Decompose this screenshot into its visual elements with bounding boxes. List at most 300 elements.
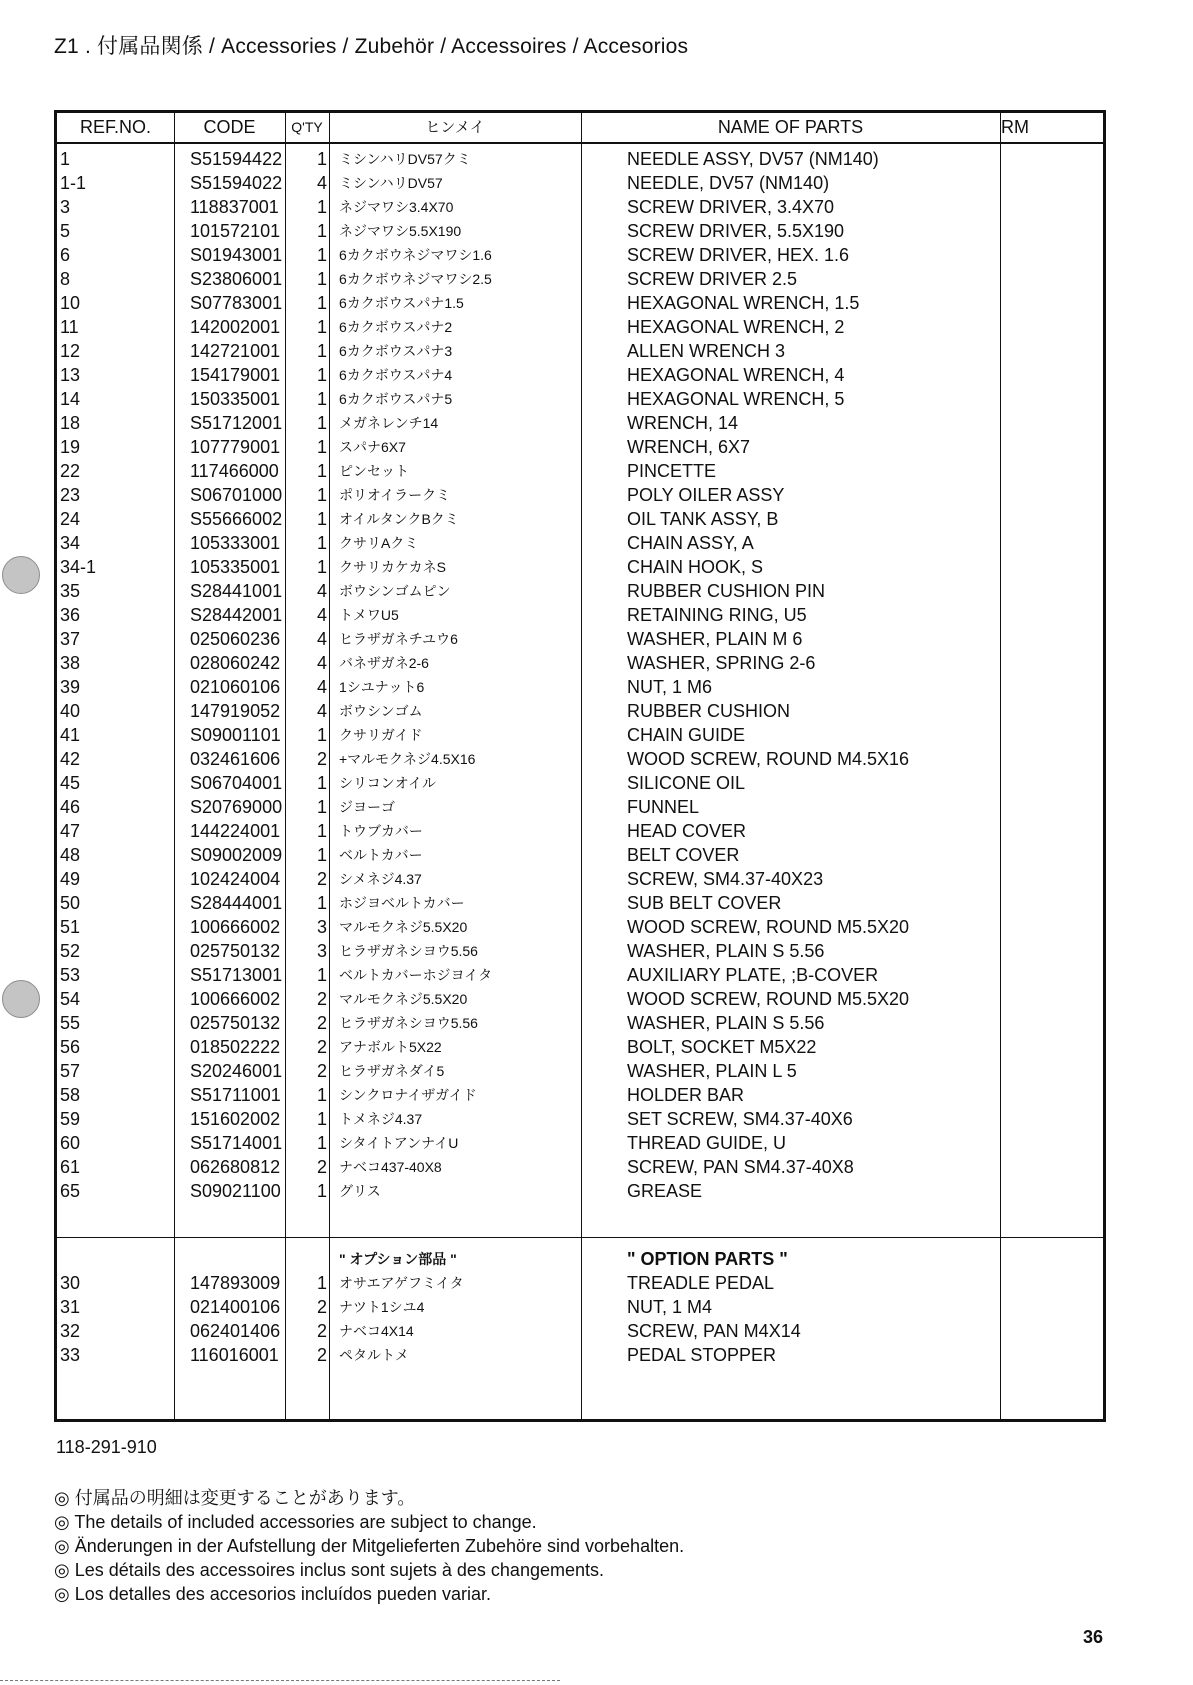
- part-name-cell: WASHER, PLAIN S 5.56: [627, 941, 825, 961]
- table-row: [57, 675, 1103, 699]
- ref-no-cell: 11: [60, 317, 79, 337]
- part-number: 118-291-910: [56, 1437, 157, 1457]
- ref-no-cell: 54: [60, 989, 81, 1009]
- part-name-cell: CHAIN ASSY, A: [627, 533, 754, 553]
- code-cell: 102424004: [190, 869, 281, 889]
- part-name-cell: HEXAGONAL WRENCH, 1.5: [627, 293, 860, 313]
- code-cell: 101572101: [190, 221, 281, 241]
- qty-cell: 1: [316, 773, 327, 793]
- code-cell: 150335001: [190, 389, 281, 409]
- qty-cell: 1: [316, 533, 327, 553]
- part-name-cell: RUBBER CUSHION: [627, 701, 791, 721]
- hinmei-cell: 6カクボウネジマワシ1.6: [339, 247, 492, 263]
- part-name-cell: TREADLE PEDAL: [627, 1273, 775, 1293]
- hinmei-cell: トメワU5: [339, 607, 399, 623]
- hinmei-cell: 6カクボウスパナ3: [339, 343, 453, 359]
- note-line: ◎ Los detalles des accesorios incluídos pueden variar.: [54, 1584, 491, 1604]
- part-name-cell: PEDAL STOPPER: [627, 1345, 777, 1365]
- ref-no-cell: 5: [60, 221, 71, 241]
- code-cell: S01943001: [190, 245, 283, 265]
- ref-no-cell: 14: [60, 389, 81, 409]
- parts-table: [54, 110, 1106, 1422]
- code-cell: 100666002: [190, 989, 281, 1009]
- hinmei-cell: シメネジ4.37: [339, 871, 422, 887]
- part-name-cell: NEEDLE, DV57 (NM140): [627, 173, 830, 193]
- table-row: [57, 363, 1103, 387]
- ref-no-cell: 40: [60, 701, 81, 721]
- code-cell: 142002001: [190, 317, 281, 337]
- part-name-cell: HEXAGONAL WRENCH, 2: [627, 317, 845, 337]
- part-name-cell: WRENCH, 14: [627, 413, 739, 433]
- hinmei-cell: クサリガイド: [339, 727, 423, 743]
- part-name-cell: THREAD GUIDE, U: [627, 1133, 787, 1153]
- table-row: [57, 939, 1103, 963]
- hinmei-cell: シンクロナイザガイド: [339, 1087, 477, 1103]
- qty-cell: 2: [316, 1061, 327, 1081]
- hinmei-cell: 6カクボウスパナ1.5: [339, 295, 464, 311]
- part-name-cell: WASHER, PLAIN M 6: [627, 629, 803, 649]
- hinmei-cell: 1シユナット6: [339, 679, 425, 695]
- code-cell: S28444001: [190, 893, 283, 913]
- part-name-cell: NUT, 1 M4: [627, 1297, 713, 1317]
- hinmei-cell: 6カクボウネジマワシ2.5: [339, 271, 492, 287]
- part-name-cell: AUXILIARY PLATE, ;B-COVER: [627, 965, 879, 985]
- page-title: Z1 . 付属品関係 / Accessories / Zubehör / Accessoires / Accesorios: [54, 35, 689, 58]
- ref-no-cell: 19: [60, 437, 81, 457]
- table-row: [57, 411, 1103, 435]
- table-row: [57, 1295, 1103, 1319]
- table-row: [57, 531, 1103, 555]
- ref-no-cell: 61: [60, 1157, 81, 1177]
- ref-no-cell: 41: [60, 725, 81, 745]
- ref-no-cell: 52: [60, 941, 81, 961]
- code-cell: S51594022: [190, 173, 283, 193]
- code-cell: 118837001: [190, 197, 279, 217]
- table-row: [57, 243, 1103, 267]
- ref-no-cell: 6: [60, 245, 71, 265]
- table-row: [57, 843, 1103, 867]
- part-name-cell: WOOD SCREW, ROUND M5.5X20: [627, 917, 910, 937]
- code-cell: 116016001: [190, 1345, 279, 1365]
- code-cell: 105333001: [190, 533, 281, 553]
- note-line: ◎ The details of included accessories are subject to change.: [54, 1512, 537, 1532]
- code-cell: 105335001: [190, 557, 281, 577]
- code-cell: S09001101: [190, 725, 281, 745]
- qty-cell: 1: [316, 509, 327, 529]
- hinmei-cell: ピンセット: [339, 463, 409, 479]
- option-heading-jp: " オプション部品 ": [339, 1251, 457, 1267]
- table-row: [57, 1131, 1103, 1155]
- qty-cell: 1: [316, 149, 327, 169]
- qty-cell: 2: [316, 749, 327, 769]
- qty-cell: 1: [316, 197, 327, 217]
- part-name-cell: ALLEN WRENCH 3: [627, 341, 786, 361]
- hinmei-cell: 6カクボウスパナ5: [339, 391, 453, 407]
- code-cell: S51712001: [190, 413, 283, 433]
- table-row: [57, 147, 1103, 171]
- code-cell: 025060236: [190, 629, 281, 649]
- ref-no-cell: 56: [60, 1037, 81, 1057]
- qty-cell: 1: [316, 1181, 327, 1201]
- table-row: [57, 627, 1103, 651]
- ref-no-cell: 46: [60, 797, 81, 817]
- qty-cell: 1: [316, 1085, 327, 1105]
- hinmei-cell: 6カクボウスパナ4: [339, 367, 453, 383]
- part-name-cell: OIL TANK ASSY, B: [627, 509, 779, 529]
- table-row: [57, 723, 1103, 747]
- ref-no-cell: 57: [60, 1061, 81, 1081]
- qty-cell: 2: [316, 989, 327, 1009]
- table-row: [57, 1011, 1103, 1035]
- table-row: [57, 795, 1103, 819]
- part-name-cell: GREASE: [627, 1181, 703, 1201]
- part-name-cell: SUB BELT COVER: [627, 893, 782, 913]
- table-row: [57, 507, 1103, 531]
- part-name-cell: WOOD SCREW, ROUND M4.5X16: [627, 749, 910, 769]
- table-row: [57, 1319, 1103, 1343]
- code-cell: S20246001: [190, 1061, 283, 1081]
- hinmei-cell: ナツト1シユ4: [339, 1299, 425, 1315]
- qty-cell: 1: [316, 365, 327, 385]
- hinmei-cell: マルモクネジ5.5X20: [339, 991, 468, 1007]
- hinmei-cell: +マルモクネジ4.5X16: [339, 751, 476, 767]
- code-cell: S06701000: [190, 485, 283, 505]
- part-name-cell: WASHER, PLAIN S 5.56: [627, 1013, 825, 1033]
- qty-cell: 1: [316, 221, 327, 241]
- ref-no-cell: 32: [60, 1321, 81, 1341]
- qty-cell: 2: [316, 1321, 327, 1341]
- code-cell: 028060242: [190, 653, 281, 673]
- code-cell: 117466000: [190, 461, 279, 481]
- table-row: [57, 867, 1103, 891]
- option-heading-row: [57, 1247, 1103, 1271]
- hinmei-cell: オサエアゲフミイタ: [339, 1275, 464, 1291]
- ref-no-cell: 55: [60, 1013, 81, 1033]
- qty-cell: 1: [316, 437, 327, 457]
- code-cell: S23806001: [190, 269, 283, 289]
- qty-cell: 4: [316, 173, 327, 193]
- qty-cell: 1: [316, 341, 327, 361]
- qty-cell: 2: [316, 1037, 327, 1057]
- part-name-cell: HEXAGONAL WRENCH, 5: [627, 389, 845, 409]
- ref-no-cell: 38: [60, 653, 81, 673]
- code-cell: S09002009: [190, 845, 283, 865]
- hinmei-cell: ホジヨベルトカバー: [339, 895, 465, 911]
- part-name-cell: SCREW DRIVER, HEX. 1.6: [627, 245, 850, 265]
- part-name-cell: PINCETTE: [627, 461, 717, 481]
- code-cell: 147893009: [190, 1273, 281, 1293]
- note-line: ◎ Les détails des accessoires inclus sont sujets à des changements.: [54, 1560, 604, 1580]
- part-name-cell: HOLDER BAR: [627, 1085, 745, 1105]
- table-row: [57, 483, 1103, 507]
- ref-no-cell: 1: [60, 149, 71, 169]
- ref-no-cell: 65: [60, 1181, 81, 1201]
- part-name-cell: CHAIN HOOK, S: [627, 557, 764, 577]
- table-row: [57, 1107, 1103, 1131]
- table-row: [57, 171, 1103, 195]
- note-line: ◎ 付属品の明細は変更することがあります。: [54, 1488, 416, 1508]
- hinmei-cell: ペタルトメ: [339, 1347, 409, 1363]
- part-name-cell: WOOD SCREW, ROUND M5.5X20: [627, 989, 910, 1009]
- ref-no-cell: 8: [60, 269, 71, 289]
- ref-no-cell: 36: [60, 605, 81, 625]
- table-row: [57, 339, 1103, 363]
- qty-cell: 4: [316, 581, 327, 601]
- code-cell: 021060106: [190, 677, 281, 697]
- ref-no-cell: 31: [60, 1297, 81, 1317]
- ref-no-cell: 45: [60, 773, 81, 793]
- table-row: [57, 915, 1103, 939]
- code-cell: 100666002: [190, 917, 281, 937]
- qty-cell: 1: [316, 269, 327, 289]
- code-cell: S06704001: [190, 773, 283, 793]
- header-hinmei: ヒンメイ: [425, 119, 485, 136]
- hinmei-cell: オイルタンクBクミ: [339, 511, 459, 527]
- part-name-cell: WASHER, SPRING 2-6: [627, 653, 816, 673]
- hinmei-cell: クサリAクミ: [339, 535, 419, 551]
- ref-no-cell: 37: [60, 629, 81, 649]
- ref-no-cell: 22: [60, 461, 81, 481]
- code-cell: S51713001: [190, 965, 283, 985]
- part-name-cell: SILICONE OIL: [627, 773, 746, 793]
- part-name-cell: SET SCREW, SM4.37-40X6: [627, 1109, 853, 1129]
- table-row: [57, 987, 1103, 1011]
- notes: [54, 1486, 684, 1606]
- header-code: CODE: [203, 117, 256, 137]
- qty-cell: 2: [316, 1345, 327, 1365]
- qty-cell: 4: [316, 701, 327, 721]
- qty-cell: 1: [316, 317, 327, 337]
- part-name-cell: SCREW, PAN M4X14: [627, 1321, 801, 1341]
- qty-cell: 2: [316, 869, 327, 889]
- qty-cell: 1: [316, 1109, 327, 1129]
- ref-no-cell: 18: [60, 413, 81, 433]
- page-number: 36: [1083, 1627, 1104, 1647]
- part-name-cell: POLY OILER ASSY: [627, 485, 785, 505]
- code-cell: 151602002: [190, 1109, 281, 1129]
- hinmei-cell: ボウシンゴム: [339, 703, 423, 719]
- hinmei-cell: シリコンオイル: [339, 775, 437, 791]
- hinmei-cell: ネジマワシ3.4X70: [339, 199, 454, 215]
- hinmei-cell: クサリカケカネS: [339, 559, 446, 575]
- code-cell: 144224001: [190, 821, 281, 841]
- qty-cell: 1: [316, 413, 327, 433]
- code-cell: S51711001: [190, 1085, 281, 1105]
- table-row: [57, 291, 1103, 315]
- table-row: [57, 1155, 1103, 1179]
- code-cell: S07783001: [190, 293, 283, 313]
- qty-cell: 1: [316, 1133, 327, 1153]
- ref-no-cell: 60: [60, 1133, 81, 1153]
- qty-cell: 1: [316, 245, 327, 265]
- part-name-cell: SCREW DRIVER, 3.4X70: [627, 197, 835, 217]
- hinmei-cell: ベルトカバー: [339, 847, 423, 863]
- qty-cell: 1: [316, 797, 327, 817]
- table-row: [57, 1035, 1103, 1059]
- table-row: [57, 1083, 1103, 1107]
- ref-no-cell: 47: [60, 821, 81, 841]
- binder-hole-icon: [2, 556, 40, 594]
- part-name-cell: BELT COVER: [627, 845, 740, 865]
- part-name-cell: WRENCH, 6X7: [627, 437, 751, 457]
- table-row: [57, 315, 1103, 339]
- hinmei-cell: ミシンハリDV57クミ: [339, 151, 471, 167]
- part-name-cell: HEAD COVER: [627, 821, 747, 841]
- option-rows: [57, 1271, 1103, 1367]
- table-row: [57, 267, 1103, 291]
- qty-cell: 1: [316, 821, 327, 841]
- ref-no-cell: 49: [60, 869, 81, 889]
- part-name-cell: RETAINING RING, U5: [627, 605, 807, 625]
- hinmei-cell: ボウシンゴムピン: [339, 583, 451, 599]
- ref-no-cell: 3: [60, 197, 71, 217]
- table-row: [57, 771, 1103, 795]
- table-row: [57, 1059, 1103, 1083]
- table-row: [57, 891, 1103, 915]
- hinmei-cell: 6カクボウスパナ2: [339, 319, 453, 335]
- header-ref-no: REF.NO.: [79, 117, 151, 137]
- code-cell: S51594422: [190, 149, 283, 169]
- code-cell: 032461606: [190, 749, 281, 769]
- qty-cell: 1: [316, 293, 327, 313]
- qty-cell: 3: [316, 917, 327, 937]
- option-heading-name: " OPTION PARTS ": [627, 1249, 788, 1269]
- ref-no-cell: 48: [60, 845, 81, 865]
- hinmei-cell: アナボルト5X22: [339, 1039, 442, 1055]
- part-name-cell: SCREW DRIVER, 5.5X190: [627, 221, 845, 241]
- ref-no-cell: 59: [60, 1109, 81, 1129]
- part-name-cell: SCREW, SM4.37-40X23: [627, 869, 824, 889]
- hinmei-cell: ナベコ437-40X8: [339, 1159, 442, 1175]
- ref-no-cell: 34: [60, 533, 81, 553]
- ref-no-cell: 35: [60, 581, 81, 601]
- part-name-cell: SCREW DRIVER 2.5: [627, 269, 798, 289]
- table-row: [57, 699, 1103, 723]
- hinmei-cell: ベルトカバーホジヨイタ: [339, 967, 493, 983]
- table-row: [57, 555, 1103, 579]
- hinmei-cell: ミシンハリDV57: [339, 175, 443, 191]
- code-cell: S28441001: [190, 581, 283, 601]
- header-qty: Q'TY: [291, 119, 323, 135]
- hinmei-cell: ヒラザガネシヨウ5.56: [339, 1015, 478, 1031]
- qty-cell: 1: [316, 485, 327, 505]
- binder-hole-icon: [2, 980, 40, 1018]
- ref-no-cell: 13: [60, 365, 81, 385]
- qty-cell: 1: [316, 557, 327, 577]
- table-row: [57, 195, 1103, 219]
- header-rm: RM: [1001, 117, 1029, 137]
- ref-no-cell: 34-1: [60, 557, 97, 577]
- qty-cell: 4: [316, 677, 327, 697]
- part-name-cell: NEEDLE ASSY, DV57 (NM140): [627, 149, 879, 169]
- ref-no-cell: 12: [60, 341, 81, 361]
- qty-cell: 1: [316, 845, 327, 865]
- ref-no-cell: 24: [60, 509, 81, 529]
- code-cell: S51714001: [190, 1133, 283, 1153]
- part-name-cell: CHAIN GUIDE: [627, 725, 746, 745]
- code-cell: 062401406: [190, 1321, 281, 1341]
- code-cell: S55666002: [190, 509, 283, 529]
- table-row: [57, 579, 1103, 603]
- header-name-of-parts: NAME OF PARTS: [717, 117, 864, 137]
- hinmei-cell: ジヨーゴ: [339, 799, 395, 815]
- qty-cell: 1: [316, 1273, 327, 1293]
- hinmei-cell: ヒラザガネダイ5: [339, 1063, 445, 1079]
- qty-cell: 2: [316, 1157, 327, 1177]
- qty-cell: 1: [316, 965, 327, 985]
- code-cell: 025750132: [190, 1013, 281, 1033]
- table-row: [57, 459, 1103, 483]
- parts-rows: [57, 147, 1103, 1203]
- ref-no-cell: 50: [60, 893, 81, 913]
- ref-no-cell: 33: [60, 1345, 81, 1365]
- code-cell: 142721001: [190, 341, 281, 361]
- ref-no-cell: 42: [60, 749, 81, 769]
- qty-cell: 3: [316, 941, 327, 961]
- table-row: [57, 1343, 1103, 1367]
- hinmei-cell: ネジマワシ5.5X190: [339, 223, 462, 239]
- hinmei-cell: シタイトアンナイU: [339, 1135, 459, 1151]
- hinmei-cell: ナベコ4X14: [339, 1323, 414, 1339]
- code-cell: 025750132: [190, 941, 281, 961]
- table-row: [57, 387, 1103, 411]
- part-name-cell: BOLT, SOCKET M5X22: [627, 1037, 817, 1057]
- code-cell: S28442001: [190, 605, 283, 625]
- code-cell: 018502222: [190, 1037, 281, 1057]
- table-row: [57, 1271, 1103, 1295]
- option-section: [57, 1247, 1103, 1367]
- qty-cell: 1: [316, 893, 327, 913]
- code-cell: 107779001: [190, 437, 281, 457]
- table-row: [57, 603, 1103, 627]
- code-cell: 154179001: [190, 365, 281, 385]
- table-row: [57, 819, 1103, 843]
- part-name-cell: NUT, 1 M6: [627, 677, 713, 697]
- ref-no-cell: 30: [60, 1273, 81, 1293]
- hinmei-cell: ヒラザガネシヨウ5.56: [339, 943, 478, 959]
- part-name-cell: HEXAGONAL WRENCH, 4: [627, 365, 845, 385]
- qty-cell: 4: [316, 629, 327, 649]
- table-row: [57, 747, 1103, 771]
- qty-cell: 1: [316, 389, 327, 409]
- table-row: [57, 435, 1103, 459]
- qty-cell: 4: [316, 653, 327, 673]
- hinmei-cell: メガネレンチ14: [339, 415, 439, 431]
- ref-no-cell: 53: [60, 965, 81, 985]
- ref-no-cell: 10: [60, 293, 81, 313]
- table-row: [57, 219, 1103, 243]
- note-line: ◎ Änderungen in der Aufstellung der Mitgelieferten Zubehöre sind vorbehalten.: [54, 1536, 685, 1556]
- hinmei-cell: トウブカバー: [339, 823, 423, 839]
- ref-no-cell: 23: [60, 485, 81, 505]
- table-row: [57, 1179, 1103, 1203]
- hinmei-cell: バネザガネ2-6: [339, 655, 429, 671]
- table-row: [57, 651, 1103, 675]
- code-cell: S20769000: [190, 797, 283, 817]
- hinmei-cell: ポリオイラークミ: [339, 487, 451, 503]
- hinmei-cell: トメネジ4.37: [339, 1111, 423, 1127]
- code-cell: S09021100: [190, 1181, 281, 1201]
- hinmei-cell: ヒラザガネチユウ6: [339, 631, 458, 647]
- table-row: [57, 963, 1103, 987]
- hinmei-cell: スパナ6X7: [339, 439, 406, 455]
- part-name-cell: WASHER, PLAIN L 5: [627, 1061, 797, 1081]
- code-cell: 021400106: [190, 1297, 281, 1317]
- code-cell: 147919052: [190, 701, 281, 721]
- qty-cell: 2: [316, 1297, 327, 1317]
- qty-cell: 2: [316, 1013, 327, 1033]
- qty-cell: 4: [316, 605, 327, 625]
